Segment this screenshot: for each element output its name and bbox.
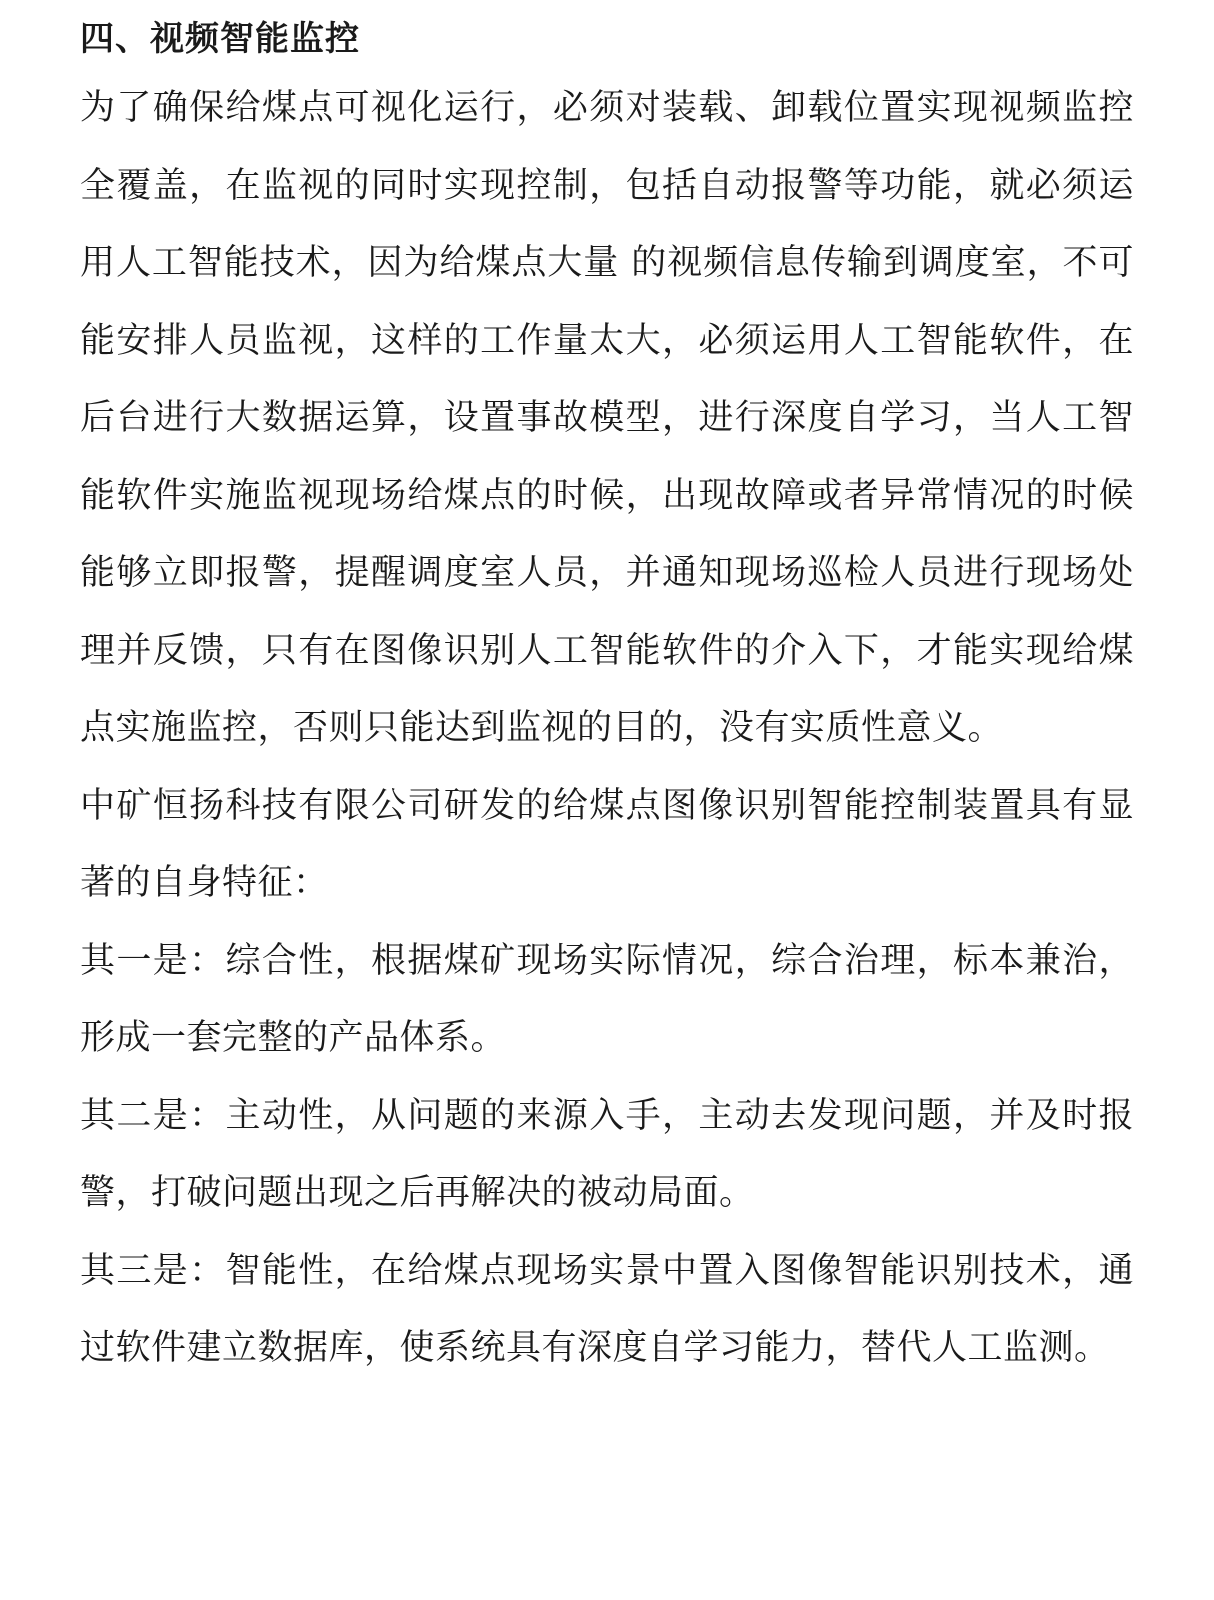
- paragraph-feature-3: 其三是：智能性，在给煤点现场实景中置入图像智能识别技术，通过软件建立数据库，使系统具有深度自学习能力，替代人工监测。: [80, 1250, 1134, 1368]
- paragraph-feature-2: 其二是：主动性，从问题的来源入手，主动去发现问题，并及时报警，打破问题出现之后再解决的被动局面。: [80, 1095, 1134, 1213]
- paragraph-company: 中矿恒扬科技有限公司研发的给煤点图像识别智能控制装置具有显著的自身特征：: [80, 785, 1134, 903]
- paragraph-feature-1: 其一是：综合性，根据煤矿现场实际情况，综合治理，标本兼治，形成一套完整的产品体系。: [80, 940, 1134, 1058]
- paragraph-intro: 为了确保给煤点可视化运行，必须对装载、卸载位置实现视频监控全覆盖，在监视的同时实现控制，包括自动报警等功能，就必须运用人工智能技术，因为给煤点大量 的视频信息传输到调度室，不可能安排人员监视，这样的工作量太大，必须运用人工智能软件，在后台进行大数据运算，设置事故模型，进行深度自学习，当人工智能软件实施监视现场给煤点的时候，出现故障或者异常情况的时候能够立即报警，提醒调度室人员，并通知现场巡检人员进行现场处理并反馈，只有在图像识别人工智能软件的介入下，才能实现给煤点实施监控，否则只能达到监视的目的，没有实质性意义。: [80, 88, 1134, 748]
- section-heading: 四、视频智能监控: [80, 19, 360, 59]
